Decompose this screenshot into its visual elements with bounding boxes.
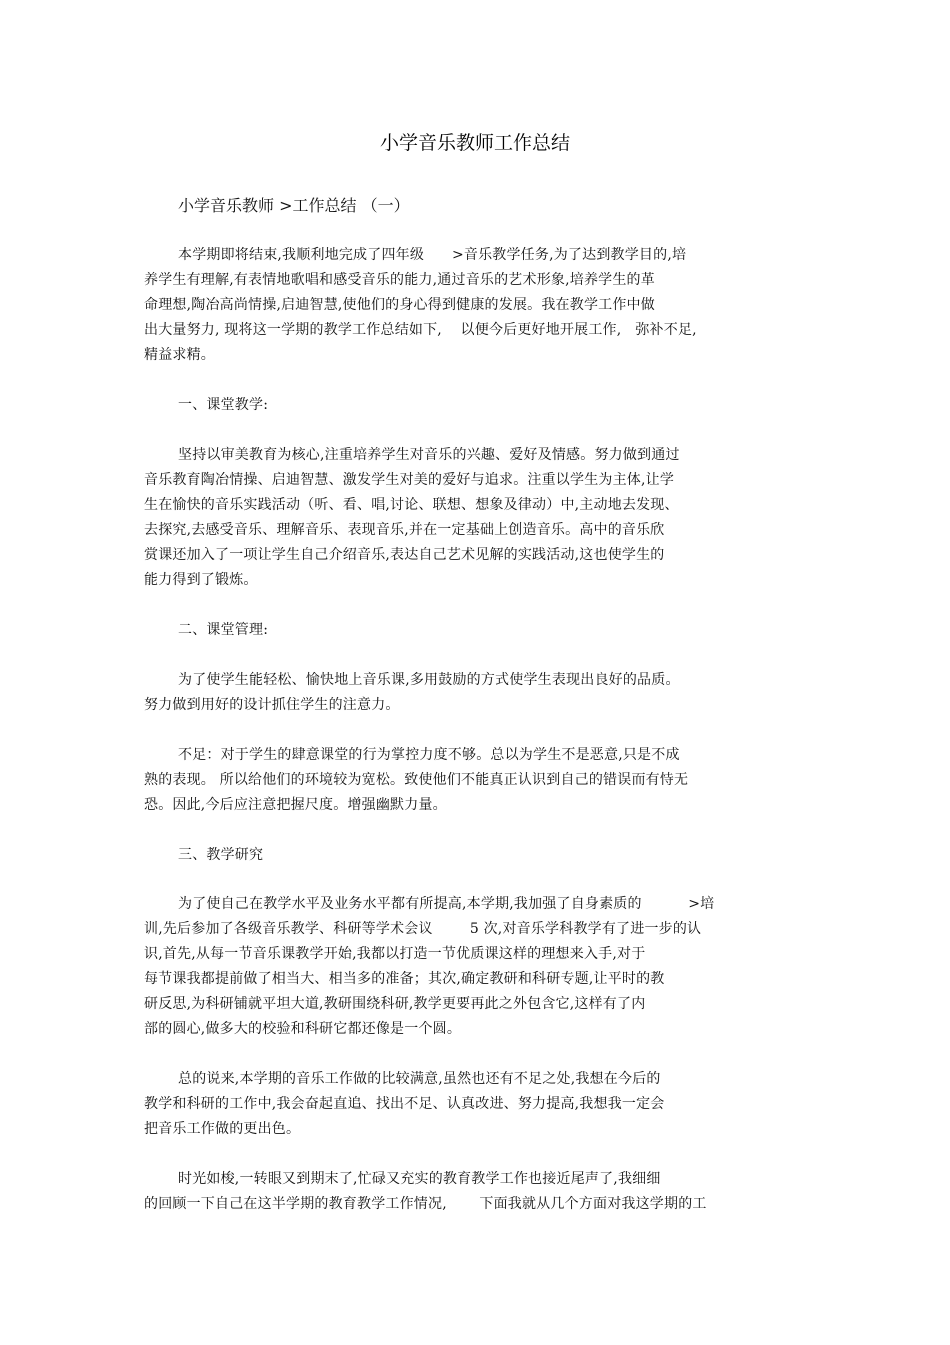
paragraph-line: 训,先后参加了各级音乐教学、科研等学术会议 5 次,对音乐学科教学有了进一步的认 <box>144 921 702 937</box>
paragraph-line: 去探究,去感受音乐、理解音乐、表现音乐,并在一定基础上创造音乐。高中的音乐欣 <box>144 522 665 538</box>
paragraph-line: 教学和科研的工作中,我会奋起直追、找出不足、认真改进、努力提高,我想我一定会 <box>144 1096 665 1112</box>
section-heading: 二、课堂管理: <box>178 622 269 638</box>
paragraph-line: 本学期即将结束,我顺利地完成了四年级 >音乐教学任务,为了达到教学目的,培 <box>178 247 687 263</box>
paragraph-line: 的回顾一下自己在这半学期的教育教学工作情况, 下面我就从几个方面对我这学期的工 <box>144 1196 707 1212</box>
paragraph-line: 总的说来,本学期的音乐工作做的比较满意,虽然也还有不足之处,我想在今后的 <box>178 1071 661 1087</box>
paragraph-line: 研反思,为科研铺就平坦大道,教研围绕科研,教学更要再此之外包含它,这样有了内 <box>144 996 646 1012</box>
paragraph-line: 恐。因此,今后应注意把握尺度。增强幽默力量。 <box>144 797 447 813</box>
paragraph-line: 坚持以审美教育为核心,注重培养学生对音乐的兴趣、爱好及情感。努力做到通过 <box>178 447 680 463</box>
document-subtitle: 小学音乐教师 >工作总结 （一） <box>178 196 410 215</box>
section-heading: 三、教学研究 <box>178 847 264 863</box>
section-heading: 一、课堂教学: <box>178 397 269 413</box>
paragraph-line: 部的圆心,做多大的校验和科研它都还像是一个圆。 <box>144 1021 462 1037</box>
paragraph-line: 赏课还加入了一项让学生自己介绍音乐,表达自己艺术见解的实践活动,这也使学生的 <box>144 547 665 563</box>
paragraph-line: 生在愉快的音乐实践活动（听、看、唱,讨论、联想、想象及律动）中,主动地去发现、 <box>144 497 679 513</box>
paragraph-line: 每节课我都提前做了相当大、相当多的准备；其次,确定教研和科研专题,让平时的教 <box>144 971 665 987</box>
document-title: 小学音乐教师工作总结 <box>379 132 570 154</box>
paragraph-line: 把音乐工作做的更出色。 <box>144 1121 301 1137</box>
paragraph-line: 养学生有理解,有表情地歌唱和感受音乐的能力,通过音乐的艺术形象,培养学生的革 <box>144 272 655 288</box>
paragraph-line: 能力得到了锻炼。 <box>144 572 258 588</box>
paragraph-line: 出大量努力, 现将这一学期的教学工作总结如下, 以便今后更好地开展工作, 弥补不足, <box>144 322 697 338</box>
paragraph-line: 识,首先,从每一节音乐课教学开始,我都以打造一节优质课这样的理想来入手,对于 <box>144 946 646 962</box>
paragraph-line: 为了使学生能轻松、愉快地上音乐课,多用鼓励的方式使学生表现出良好的品质。 <box>178 672 680 688</box>
paragraph-line: 为了使自己在教学水平及业务水平都有所提高,本学期,我加强了自身素质的 >培 <box>178 896 715 912</box>
paragraph-line: 命理想,陶冶高尚情操,启迪智慧,使他们的身心得到健康的发展。我在教学工作中做 <box>144 297 655 313</box>
paragraph-line: 音乐教育陶冶情操、启迪智慧、激发学生对美的爱好与追求。注重以学生为主体,让学 <box>144 472 675 488</box>
paragraph-line: 时光如梭,一转眼又到期末了,忙碌又充实的教育教学工作也接近尾声了,我细细 <box>178 1171 661 1187</box>
paragraph-line: 不足：对于学生的肆意课堂的行为掌控力度不够。总以为学生不是恶意,只是不成 <box>178 747 680 763</box>
paragraph-line: 努力做到用好的设计抓住学生的注意力。 <box>144 697 400 713</box>
paragraph-line: 精益求精。 <box>144 347 215 363</box>
paragraph-line: 熟的表现。 所以给他们的环境较为宽松。致使他们不能真正认识到自己的错误而有恃无 <box>144 772 689 788</box>
